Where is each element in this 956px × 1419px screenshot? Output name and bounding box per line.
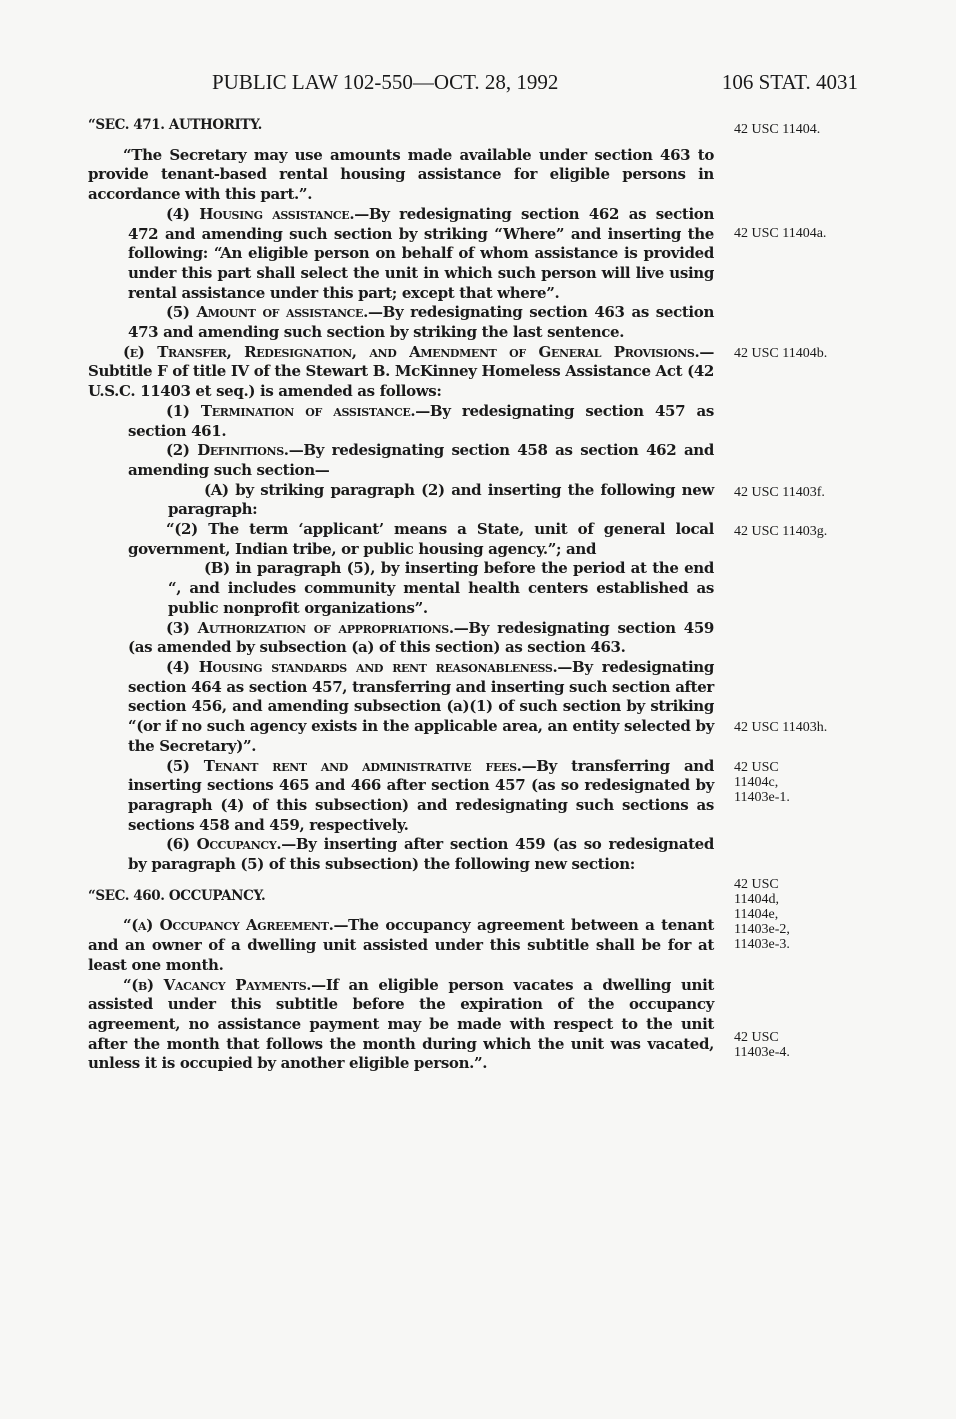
subsection-a-text: —The occupancy agreement between a tenant and an owner of a dwelling unit assisted under this subtitle shall be for at least one month.	[88, 916, 715, 974]
statute-page-number: 106 STAT. 4031	[721, 70, 858, 94]
paragraph-e2-label: (2) Definitions.	[166, 441, 289, 460]
paragraph-e4-label: (4) Housing standards and rent reasonableness.	[166, 657, 558, 676]
margin-note-usc: 42 USC 11404a.	[734, 226, 827, 241]
margin-note-usc: 42 USC 11403e-4.	[734, 1030, 790, 1060]
margin-note-usc: 42 USC 11404b.	[734, 346, 828, 361]
paragraph-4-text: —By redesignating section 462 as section 472 and amending such section by striking “Where” and inserting the following: “An eligible person on behalf of whom assistance is provided under this part shall select the unit in which such person will live using rental assistance under this part; except that where”.	[128, 204, 715, 302]
paragraph-e4	[88, 658, 714, 757]
paragraph-e3-label: (3) Authorization of appropriations.	[166, 618, 454, 637]
section-471-heading: “SEC. 471. AUTHORITY.	[88, 117, 262, 133]
subsection-e-label: (e) Transfer, Redesignation, and Amendment of General Provisions.	[123, 342, 700, 361]
margin-note-usc: 42 USC 11403h.	[734, 720, 828, 735]
subparagraph-e2a-quote: “(2) The term ‘applicant’ means a State, unit of general local government, Indian tribe, or public housing agency.”; and	[128, 520, 714, 558]
paragraph-e1	[88, 402, 714, 441]
subsection-a	[88, 916, 714, 975]
subparagraph-e2a: (A) by striking paragraph (2) and inserting the following new paragraph:	[168, 480, 714, 519]
paragraph-5-label: (5) Amount of assistance.	[166, 303, 368, 322]
subsection-a-label: “(a) Occupancy Agreement.	[123, 916, 334, 935]
paragraph-e6-text: —By inserting after section 459 (as so redesignated by paragraph (5) of this subsection) the following new section:	[128, 835, 714, 874]
public-law-title: PUBLIC LAW 102-550—OCT. 28, 1992	[212, 70, 559, 94]
subsection-e-text: —Subtitle F of title IV of the Stewart B. McKinney Homeless Assistance Act (42 U.S.C. 11403 et seq.) is amended as follows:	[88, 342, 714, 401]
paragraph-e5-text: —By transferring and inserting sections 465 and 466 after section 457 (as so redesignated by paragraph (4) of this subsection) and redesignating such sections as sections 458 and 459, respectively.	[128, 756, 715, 834]
subsection-b-text: —If an eligible person vacates a dwelling unit assisted under this subtitle before the expiration of the occupancy agreement, no assistance payment may be made with respect to the unit after the month that follows the month during which the unit was vacated, unless it is occupied by another eligible person.”.	[88, 975, 714, 1073]
paragraph-e2	[88, 441, 714, 480]
paragraph-e6-label: (6) Occupancy.	[166, 835, 282, 854]
page-header	[88, 70, 858, 100]
margin-note-usc: 42 USC 11404c, 11403e-1.	[734, 760, 790, 805]
subsection-b	[88, 976, 714, 1075]
paragraph-e6	[88, 835, 714, 874]
margin-note-usc: 42 USC 11403g.	[734, 524, 828, 539]
paragraph-e3	[88, 619, 714, 658]
paragraph-e3-text: —By redesignating section 459 (as amended by subsection (a) of this section) as section 463.	[128, 618, 714, 657]
paragraph-5-text: —By redesignating section 463 as section 473 and amending such section by striking the last sentence.	[128, 303, 714, 342]
subparagraph-e2b: (B) in paragraph (5), by inserting before the period at the end “, and includes community mental health centers established as public nonprofit organizations”.	[168, 559, 714, 617]
paragraph-e2-text: —By redesignating section 458 as section 462 and amending such section—	[128, 441, 715, 479]
paragraph-e4-text: —By redesignating section 464 as section 457, transferring and inserting such section after section 456, and amending subsection (a)(1) of such section by striking “(or if no such agency exists in the applicable area, an entity selected by the Secretary)”.	[128, 657, 715, 755]
subsection-b-label: “(b) Vacancy Payments.	[123, 975, 312, 994]
paragraph-e5-label: (5) Tenant rent and administrative fees.	[166, 756, 522, 775]
paragraph-e1-label: (1) Termination of assistance.	[166, 401, 416, 420]
paragraph-e5	[88, 757, 714, 836]
paragraph-5	[88, 303, 714, 342]
law-text-body	[88, 116, 714, 1074]
paragraph-4-label: (4) Housing assistance.	[166, 204, 355, 223]
paragraph-4	[88, 205, 714, 304]
section-471-text: “The Secretary may use amounts made available under section 463 to provide tenant-based rental housing assistance for eligible persons in accordance with this part.”.	[88, 145, 714, 204]
margin-note-usc: 42 USC 11404.	[734, 122, 821, 137]
subsection-e	[88, 343, 714, 402]
margin-note-usc: 42 USC 11403f.	[734, 485, 825, 500]
paragraph-e1-text: —By redesignating section 457 as section 461.	[128, 401, 714, 440]
section-460-heading: “SEC. 460. OCCUPANCY.	[88, 887, 266, 904]
margin-note-usc: 42 USC 11404d, 11404e, 11403e-2, 11403e-3.	[734, 877, 790, 952]
